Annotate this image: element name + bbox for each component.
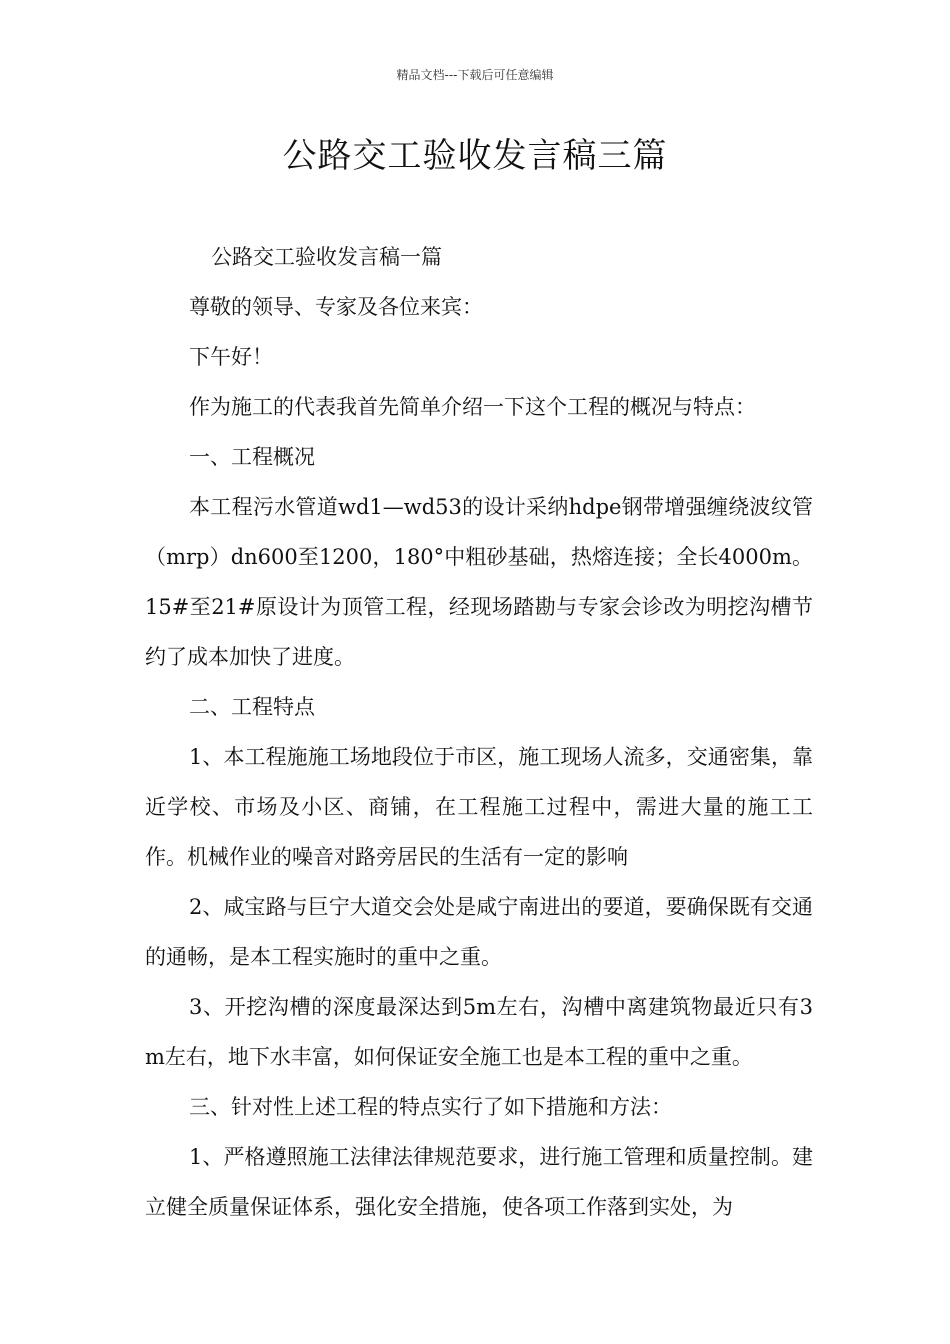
measure-item-1: 1、严格遵照施工法律法律规范要求，进行施工管理和质量控制。建立健全质量保证体系，强化安全措施，使各项工作落到实处，为 bbox=[145, 1145, 813, 1219]
feature-item-1: 1、本工程施施工场地段位于市区，施工现场人流多，交通密集，靠近学校、市场及小区、商铺，在工程施工过程中，需进大量的施工工作。机械作业的噪音对路旁居民的生活有一定的影响 bbox=[145, 745, 813, 869]
feature-item-2: 2、咸宝路与巨宁大道交会处是咸宁南进出的要道，要确保既有交通的通畅，是本工程实施时的重中之重。 bbox=[145, 895, 813, 969]
greeting-paragraph: 下午好！ bbox=[189, 345, 273, 369]
document-body bbox=[145, 232, 813, 1232]
document-title: 公路交工验收发言稿三篇 bbox=[282, 136, 668, 176]
feature-item-3: 3、开挖沟槽的深度最深达到5m左右，沟槽中离建筑物最近只有3m左右，地下水丰富，如何保证安全施工也是本工程的重中之重。 bbox=[145, 995, 813, 1069]
section-heading-overview: 一、工程概况 bbox=[189, 445, 315, 469]
document-subtitle: 公路交工验收发言稿一篇 bbox=[211, 245, 442, 269]
document-header-note: 精品文档---下载后可任意编辑 bbox=[396, 68, 554, 82]
overview-paragraph: 本工程污水管道wd1—wd53的设计采纳hdpe钢带增强缠绕波纹管（mrp）dn600至1200，180°中粗砂基础，热熔连接；全长4000m。15#至21#原设计为顶管工程，经现场踏勘与专家会诊改为明挖沟槽节约了成本加快了进度。 bbox=[145, 495, 813, 669]
intro-paragraph: 作为施工的代表我首先简单介绍一下这个工程的概况与特点： bbox=[189, 395, 756, 419]
salutation-paragraph: 尊敬的领导、专家及各位来宾： bbox=[189, 295, 483, 319]
section-heading-features: 二、工程特点 bbox=[189, 695, 315, 719]
section-heading-measures: 三、针对性上述工程的特点实行了如下措施和方法： bbox=[189, 1095, 672, 1119]
